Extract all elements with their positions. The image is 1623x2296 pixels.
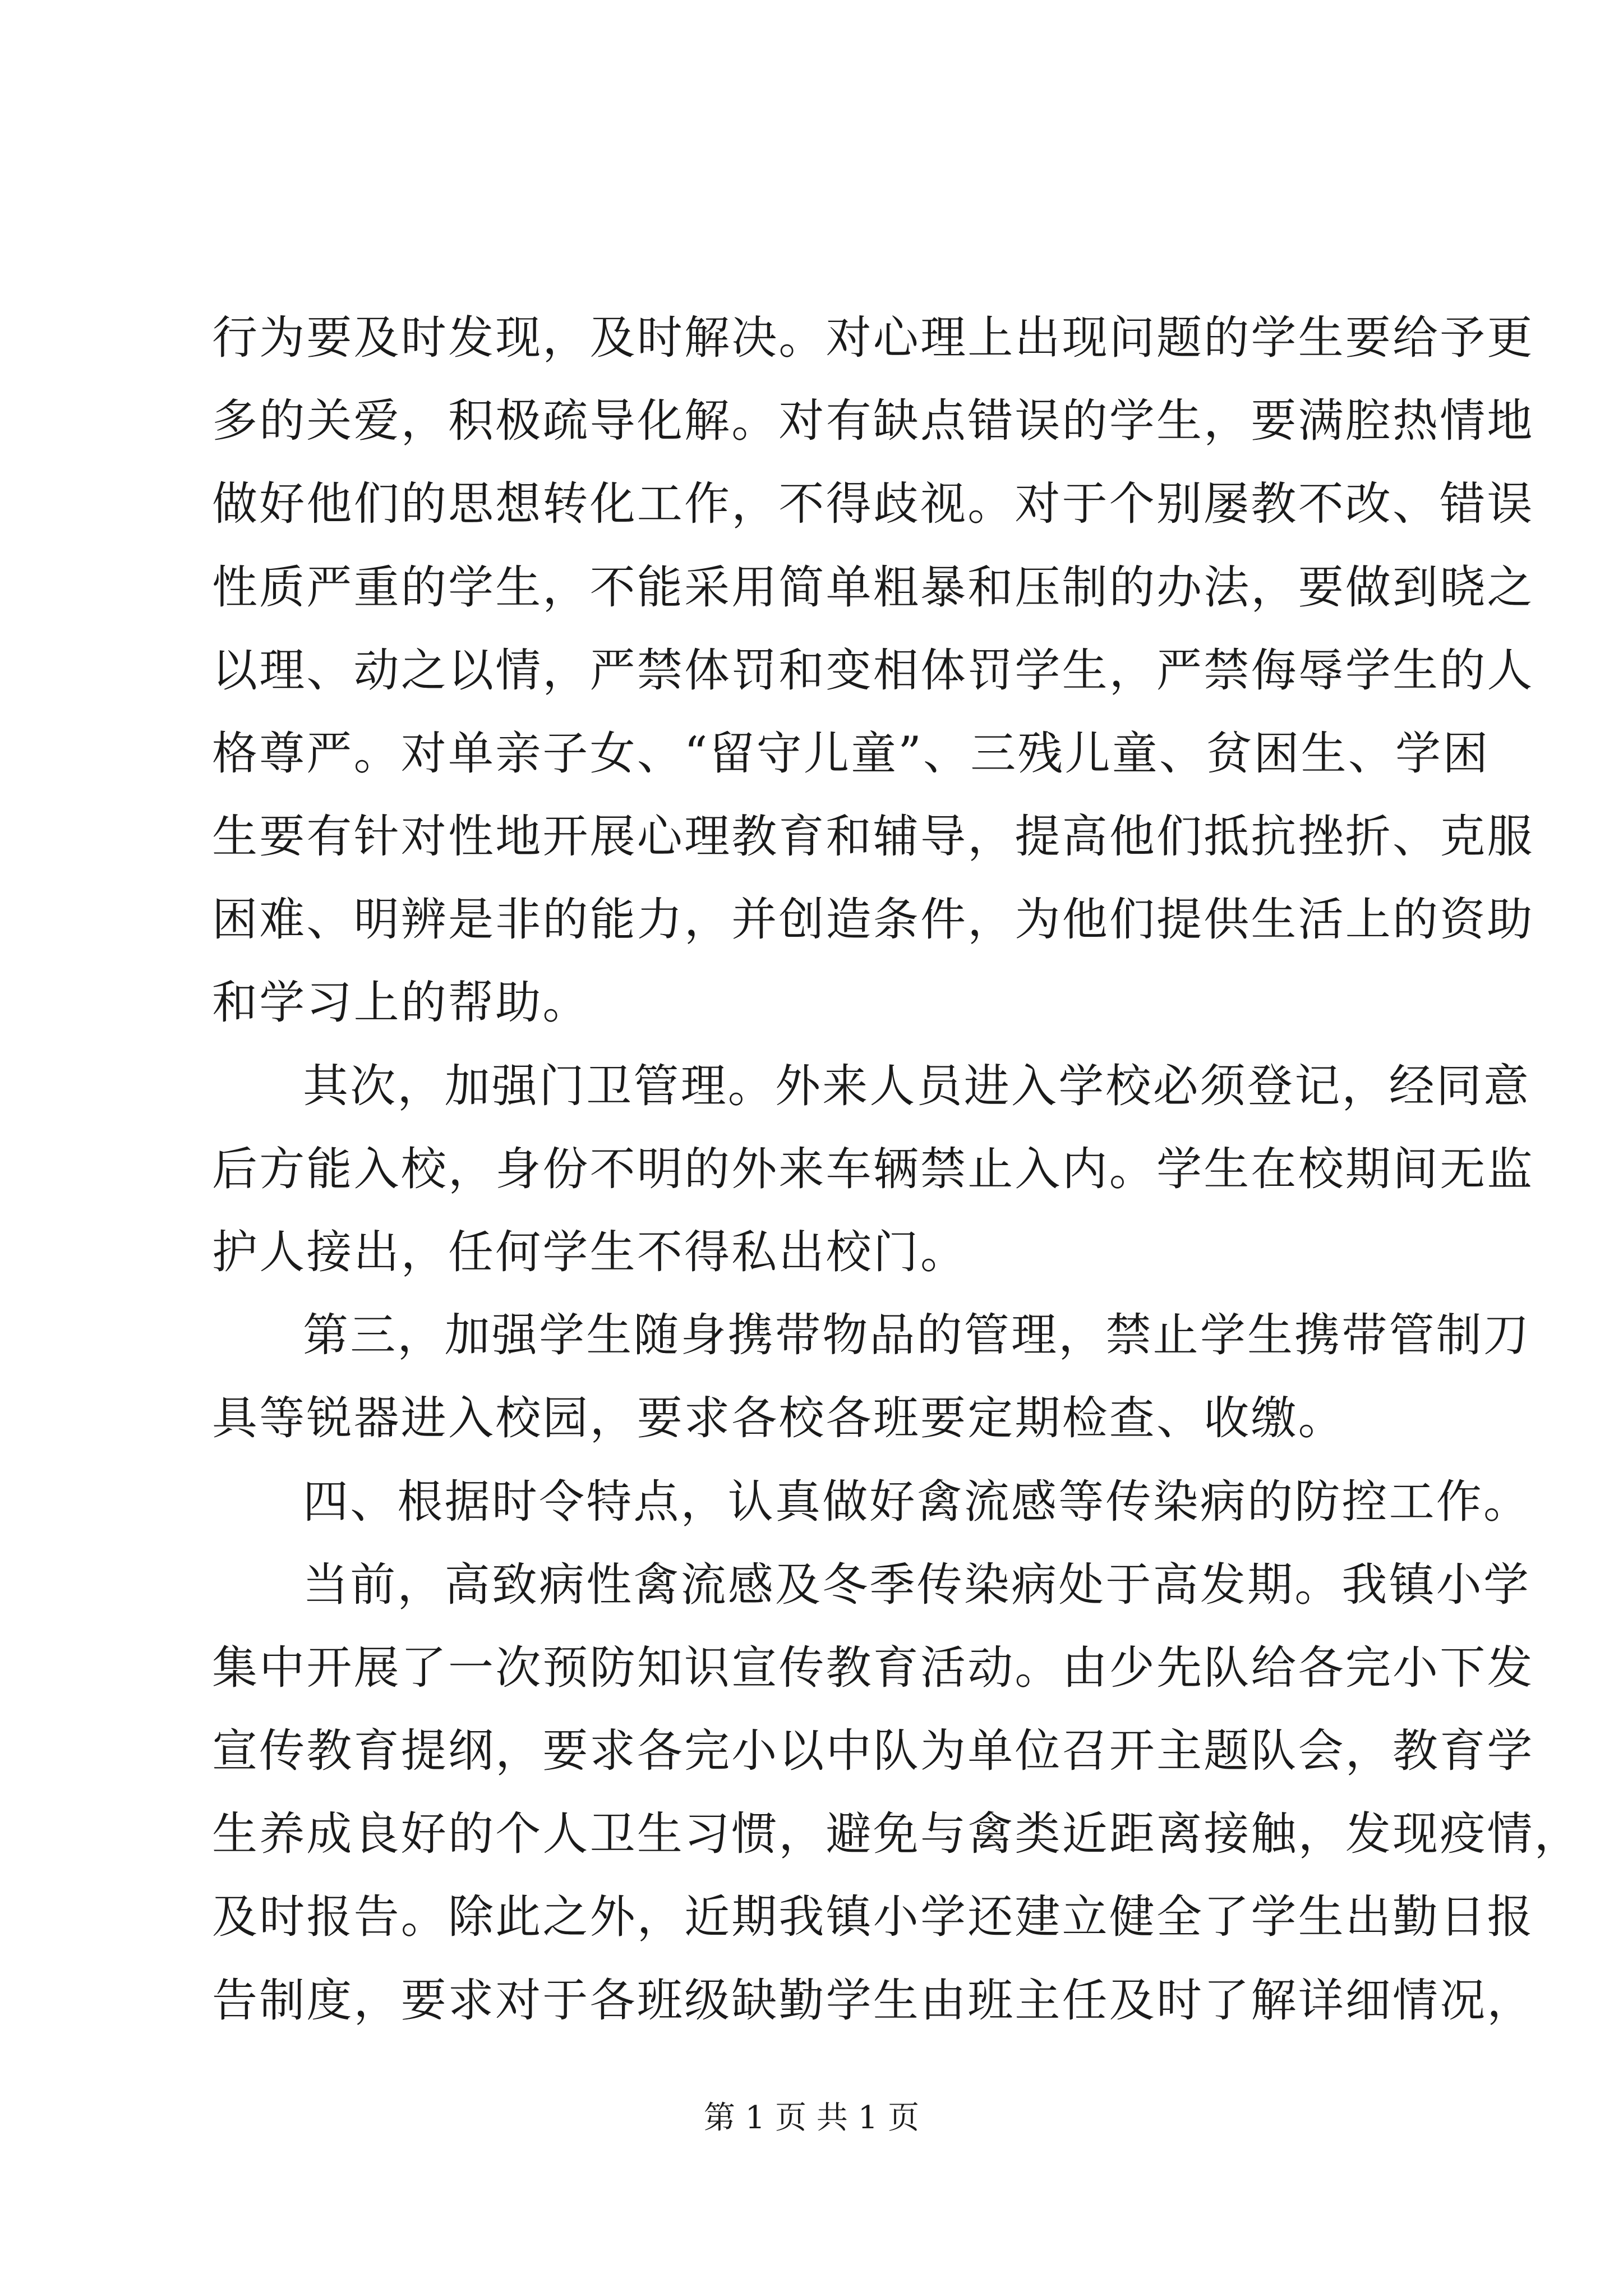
text-line-15: 四、根据时令特点，认真做好禽流感等传染病的防控工作。 <box>303 1476 1531 1529</box>
text-line-6: 格尊严。对单亲子女、“留守儿童”、三残儿童、贫困生、学困 <box>212 728 1490 780</box>
page-footer: 第 1 页 共 1 页 <box>703 2100 920 2136</box>
text-line-21: 告制度，要求对于各班级缺勤学生由班主任及时了解详细情况， <box>212 1975 1534 2027</box>
text-line-4: 性质严重的学生，不能采用简单粗暴和压制的办法，要做到晓之 <box>212 562 1534 614</box>
text-line-7: 生要有针对性地开展心理教育和辅导，提高他们抵抗挫折、克服 <box>212 811 1534 863</box>
text-line-8: 困难、明辨是非的能力，并创造条件，为他们提供生活上的资助 <box>212 894 1534 946</box>
text-line-16: 当前，高致病性禽流感及冬季传染病处于高发期。我镇小学 <box>303 1559 1531 1612</box>
text-line-10: 其次，加强门卫管理。外来人员进入学校必须登记，经同意 <box>303 1060 1531 1113</box>
text-line-9: 和学习上的帮助。 <box>212 977 590 1029</box>
text-line-18: 宣传教育提纲，要求各完小以中队为单位召开主题队会，教育学 <box>212 1725 1534 1778</box>
text-line-12: 护人接出，任何学生不得私出校门。 <box>212 1226 968 1279</box>
text-line-17: 集中开展了一次预防知识宣传教育活动。由少先队给各完小下发 <box>212 1642 1534 1695</box>
text-line-13: 第三，加强学生随身携带物品的管理，禁止学生携带管制刀 <box>303 1309 1531 1362</box>
text-line-1: 行为要及时发现，及时解决。对心理上出现问题的学生要给予更 <box>212 312 1534 365</box>
text-line-20: 及时报告。除此之外，近期我镇小学还建立健全了学生出勤日报 <box>212 1891 1534 1944</box>
text-line-11: 后方能入校，身份不明的外来车辆禁止入内。学生在校期间无监 <box>212 1143 1534 1196</box>
text-line-2: 多的关爱，积极疏导化解。对有缺点错误的学生，要满腔热情地 <box>212 395 1534 448</box>
text-line-5: 以理、动之以情，严禁体罚和变相体罚学生，严禁侮辱学生的人 <box>212 645 1534 697</box>
text-line-19: 生养成良好的个人卫生习惯，避免与禽类近距离接触，发现疫情， <box>212 1808 1581 1861</box>
text-line-3: 做好他们的思想转化工作，不得歧视。对于个别屡教不改、错误 <box>212 478 1534 531</box>
text-line-14: 具等锐器进入校园，要求各校各班要定期检查、收缴。 <box>212 1392 1345 1445</box>
